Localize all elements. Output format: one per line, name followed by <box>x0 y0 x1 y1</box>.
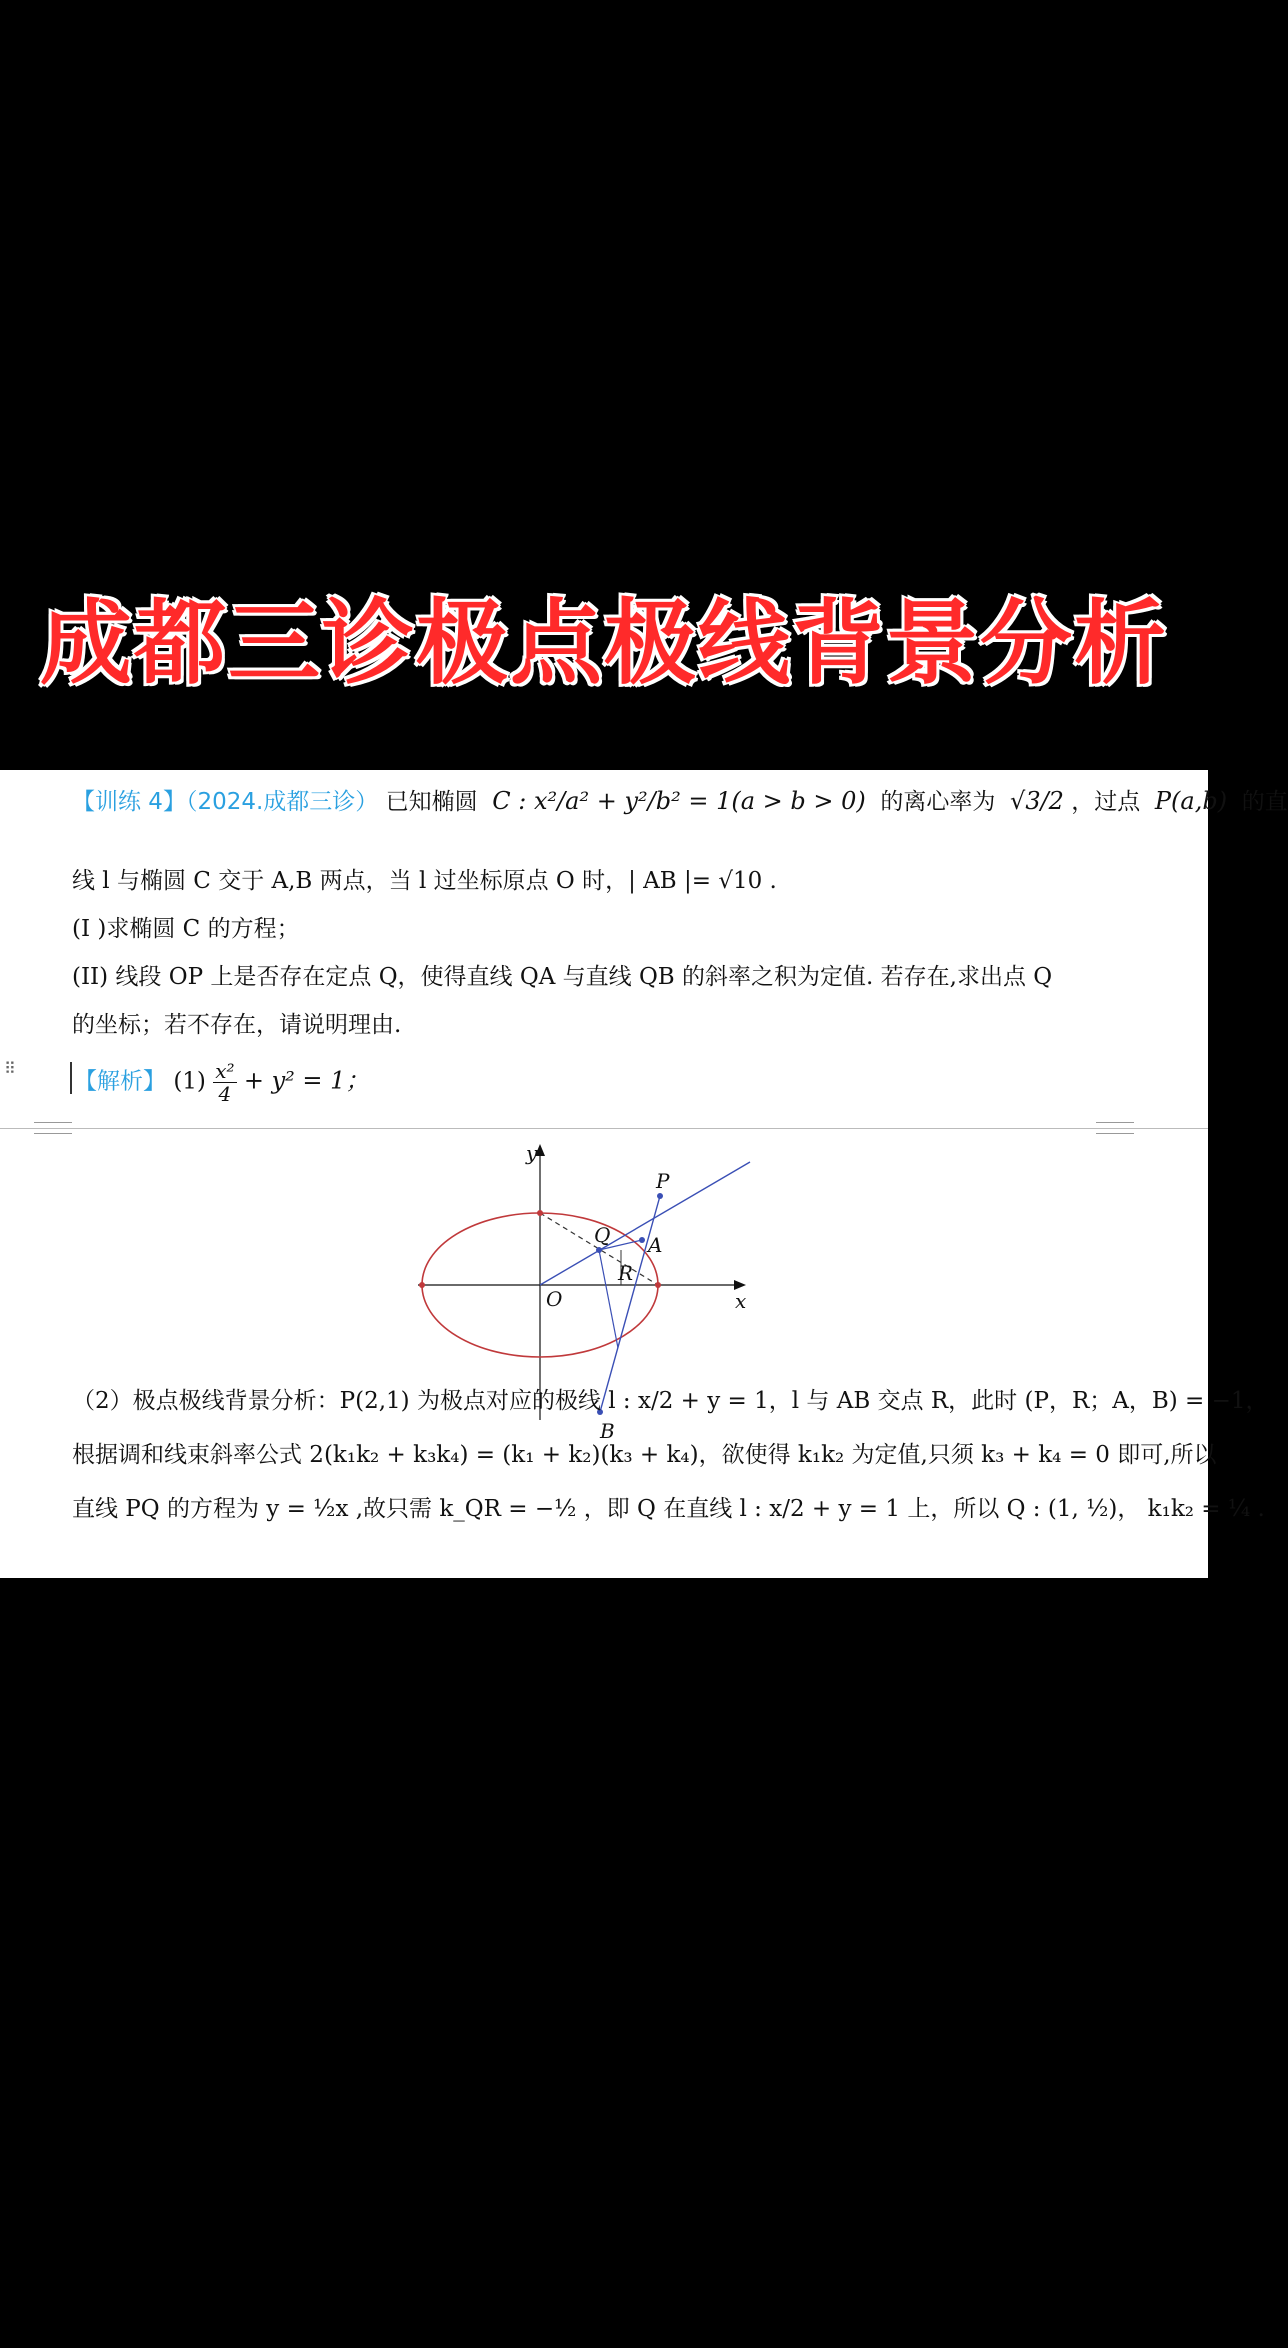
line1-end: 的直 <box>1241 789 1288 815</box>
document-page <box>0 770 1288 1578</box>
solution-part-2-line-1: （2）极点极线背景分析：P(2,1) 为极点对应的极线 l : x/2 + y = 1，l 与 AB 交点 R，此时 (P，R；A，B) = −1， <box>72 1388 1269 1414</box>
solution-ans1-rest: + y² = 1； <box>243 1066 370 1095</box>
problem-part-2b: 的坐标；若不存在，请说明理由. <box>72 1012 402 1038</box>
banner-title: 成都三诊极点极线背景分析 <box>39 590 1168 697</box>
fraction-denominator: 4 <box>218 1082 232 1106</box>
label-p: P <box>656 1169 670 1193</box>
fraction-numerator: x² <box>215 1059 235 1083</box>
segment-qb <box>599 1250 618 1348</box>
problem-part-1: (I )求椭圆 C 的方程； <box>72 916 300 942</box>
label-y: y <box>526 1141 538 1165</box>
problem-tag: 【训练 4】（2024.成都三诊） <box>72 789 379 815</box>
solution-ans1-fraction <box>213 1060 236 1105</box>
eccentricity-text: 的离心率为 <box>880 789 996 815</box>
problem-line-1 <box>72 786 1288 817</box>
point-left <box>419 1282 425 1288</box>
text-cursor <box>70 1062 72 1094</box>
point-right <box>655 1282 661 1288</box>
problem-line-2: 线 l 与椭圆 C 交于 A,B 两点，当 l 过坐标原点 O 时，| AB |= √10 . <box>72 868 777 894</box>
label-q: Q <box>594 1223 611 1247</box>
line-op <box>540 1162 750 1285</box>
point-p-mark <box>657 1193 663 1199</box>
page-break-mark-right <box>1096 1122 1134 1134</box>
problem-intro: 已知椭圆 <box>385 789 478 815</box>
solution-ans1-prefix: (1) <box>173 1068 206 1095</box>
label-r: R <box>618 1261 634 1285</box>
label-a: A <box>648 1233 663 1257</box>
page-break-mark-left <box>34 1122 72 1134</box>
problem-part-2a: (II) 线段 OP 上是否存在定点 Q，使得直线 QA 与直线 QB 的斜率之积为定值. 若存在,求出点 Q <box>72 964 1053 990</box>
solution-part-2-line-3: 直线 PQ 的方程为 y = ½x ,故只需 k_QR = −½ ，即 Q 在直线 l : x/2 + y = 1 上，所以 Q : (1, ½)， k₁k₂ = ¼ . <box>72 1496 1265 1522</box>
point-q-mark <box>596 1247 602 1253</box>
point-p: P(a,b) <box>1154 787 1228 815</box>
label-b: B <box>600 1419 615 1443</box>
label-x: x <box>735 1289 747 1313</box>
drag-handle-icon[interactable]: ⠿ <box>4 1059 18 1078</box>
ellipse-equation: C : x²/a² + y²/b² = 1(a > b > 0) <box>492 787 866 815</box>
solution-part-2-line-2: 根据调和线束斜率公式 2(k₁k₂ + k₃k₄) = (k₁ + k₂)(k₃ + k₄)，欲使得 k₁k₂ 为定值,只须 k₃ + k₄ = 0 即可,所以 <box>72 1442 1217 1468</box>
page-break-divider <box>0 1128 1208 1129</box>
point-a-mark <box>639 1237 645 1243</box>
solution-part-1 <box>74 1060 369 1105</box>
eccentricity-value: √3/2 <box>1010 787 1064 815</box>
point-top <box>537 1210 543 1216</box>
label-o: O <box>546 1287 563 1311</box>
solution-tag: 【解析】 <box>74 1068 166 1095</box>
point-text: ，过点 <box>1071 789 1141 815</box>
